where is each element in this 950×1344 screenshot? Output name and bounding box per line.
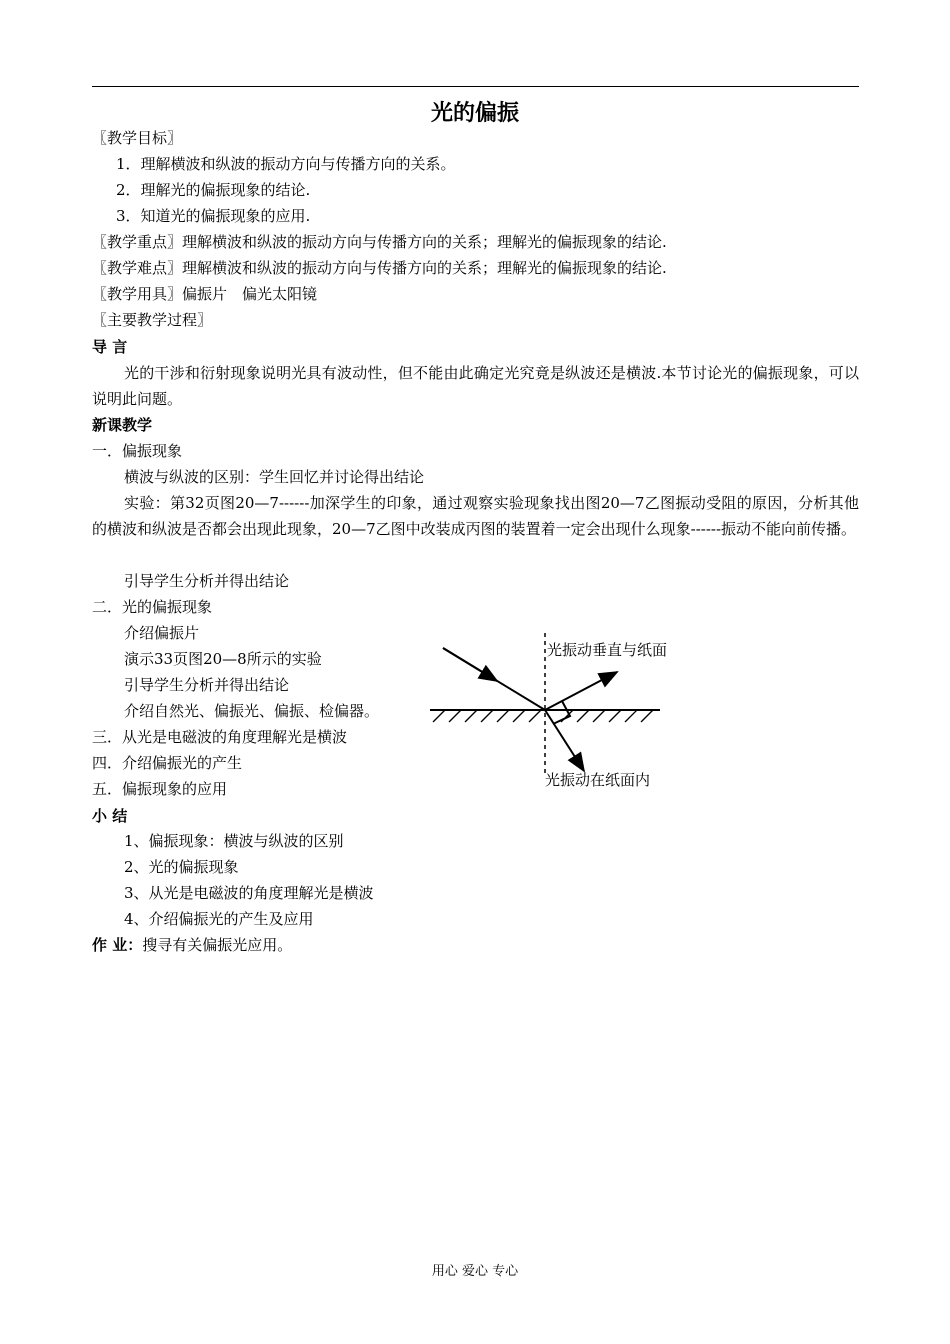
section-5-title: 五．偏振现象的应用 bbox=[92, 780, 228, 798]
section-1-experiment: 实验：第32页图20—7------加深学生的印象，通过观察实验现象找出图20—7乙图振动受阻的原因，分析其他的横波和纵波是否都会出现此现象，20—7乙图中改装成丙图的装置着一定会出现什么现象------振动不能向前传播。 bbox=[92, 494, 859, 538]
section-1-title: 一．偏振现象 bbox=[92, 442, 183, 460]
section-2-line-d: 介绍自然光、偏振光、偏振、检偏器。 bbox=[124, 702, 380, 720]
goal-item-2: 2．理解光的偏振现象的结论. bbox=[116, 181, 311, 199]
difficulties: 〖教学难点〗理解横波和纵波的振动方向与传播方向的关系；理解光的偏振现象的结论. bbox=[92, 259, 667, 277]
page-title: 光的偏振 bbox=[430, 101, 519, 126]
process-heading: 〖主要教学过程〗 bbox=[92, 311, 213, 329]
homework-text: 搜寻有关偏振光应用。 bbox=[142, 936, 293, 954]
incident-arrow bbox=[443, 648, 497, 681]
summary-item-1: 1、偏振现象：横波与纵波的区别 bbox=[124, 832, 344, 850]
footer-slogan: 用心 爱心 专心 bbox=[431, 1264, 519, 1279]
intro-heading: 导 言 bbox=[92, 338, 128, 356]
section-2-line-a: 介绍偏振片 bbox=[124, 624, 200, 642]
section-2-title: 二．光的偏振现象 bbox=[92, 598, 213, 616]
goals-heading: 〖教学目标〗 bbox=[92, 129, 183, 147]
polarization-diagram bbox=[425, 628, 670, 798]
section-4-title: 四．介绍偏振光的产生 bbox=[92, 754, 243, 772]
header-rule bbox=[92, 86, 859, 87]
hatch-marks bbox=[433, 710, 653, 722]
section-3-title: 三．从光是电磁波的角度理解光是横波 bbox=[92, 728, 348, 746]
key-points: 〖教学重点〗理解横波和纵波的振动方向与传播方向的关系；理解光的偏振现象的结论. bbox=[92, 233, 667, 251]
reflected-ray bbox=[545, 672, 617, 710]
label-perpendicular: 光振动垂直与纸面 bbox=[547, 641, 668, 659]
homework bbox=[92, 935, 292, 955]
tools: 〖教学用具〗偏振片 偏光太阳镜 bbox=[92, 285, 318, 303]
summary-item-2: 2、光的偏振现象 bbox=[124, 858, 239, 876]
label-in-plane: 光振动在纸面内 bbox=[545, 771, 651, 789]
goal-item-1: 1．理解横波和纵波的振动方向与传播方向的关系。 bbox=[116, 155, 456, 173]
section-1-line-c: 引导学生分析并得出结论 bbox=[124, 572, 290, 590]
section-1-line-a: 横波与纵波的区别：学生回忆并讨论得出结论 bbox=[124, 468, 425, 486]
summary-heading: 小 结 bbox=[92, 807, 128, 825]
intro-paragraph: 光的干涉和衍射现象说明光具有波动性，但不能由此确定光究竟是纵波还是横波.本节讨论光的偏振现象，可以说明此问题。 bbox=[92, 364, 859, 408]
new-lesson-heading: 新课教学 bbox=[92, 416, 153, 434]
summary-item-3: 3、从光是电磁波的角度理解光是横波 bbox=[124, 884, 374, 902]
section-2-line-b: 演示33页图20—8所示的实验 bbox=[124, 650, 322, 668]
summary-item-4: 4、介绍偏振光的产生及应用 bbox=[124, 910, 314, 928]
homework-label: 作 业： bbox=[92, 936, 143, 954]
section-2-line-c: 引导学生分析并得出结论 bbox=[124, 676, 290, 694]
goal-item-3: 3．知道光的偏振现象的应用. bbox=[116, 207, 311, 225]
